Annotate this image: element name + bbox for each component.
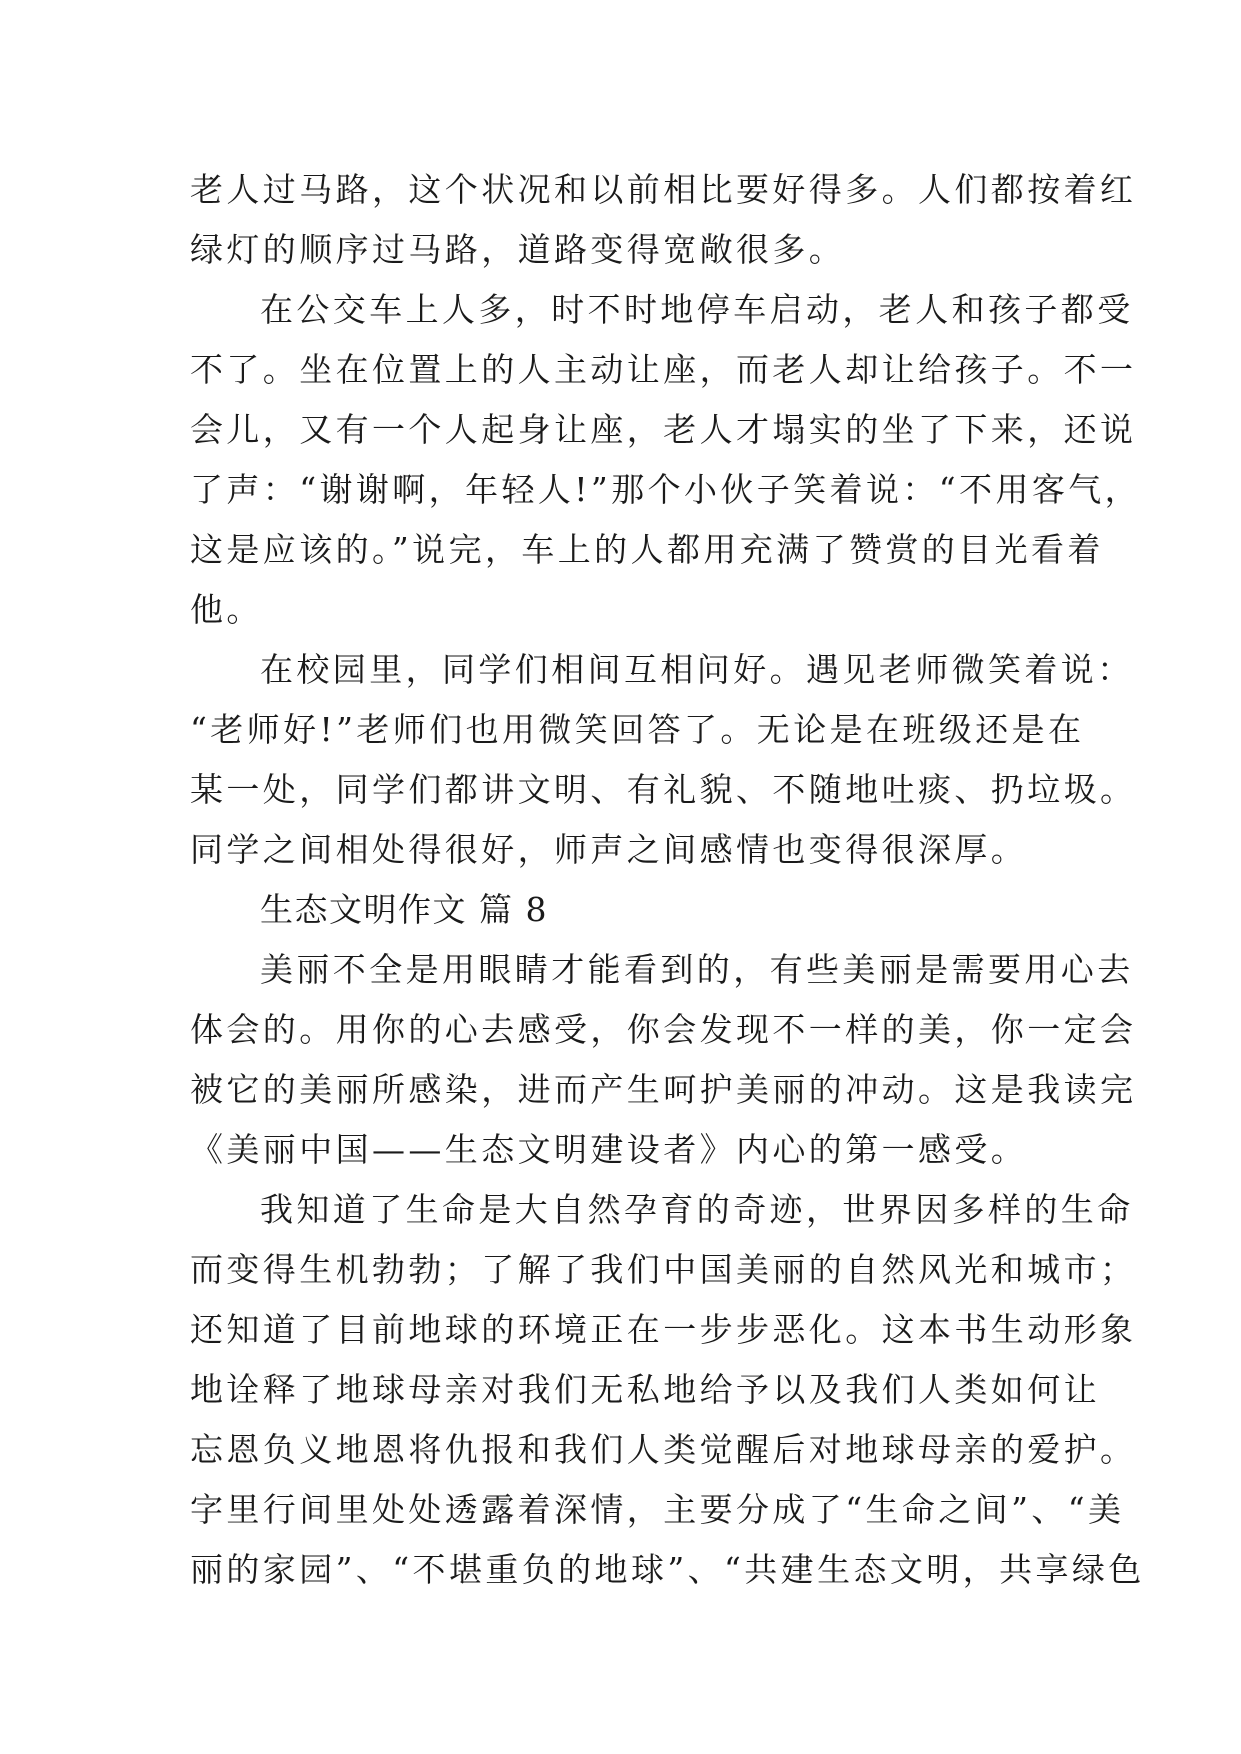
text-line: 这是应该的。”说完，车上的人都用充满了赞赏的目光看着	[190, 530, 1104, 569]
text-line: 而变得生机勃勃；了解了我们中国美丽的自然风光和城市；	[190, 1250, 1137, 1289]
text-line: 还知道了目前地球的环境正在一步步恶化。这本书生动形象	[190, 1310, 1137, 1349]
text-line: 某一处，同学们都讲文明、有礼貌、不随地吐痰、扔垃圾。	[190, 770, 1137, 809]
text-line: 老人过马路，这个状况和以前相比要好得多。人们都按着红	[190, 170, 1137, 209]
text-line: 在公交车上人多，时不时地停车启动，老人和孩子都受	[260, 290, 1134, 329]
text-line: 不了。坐在位置上的人主动让座，而老人却让给孩子。不一	[190, 350, 1137, 389]
text-line: 他。	[190, 590, 263, 629]
text-line: 在校园里，同学们相间互相问好。遇见老师微笑着说：	[260, 650, 1134, 689]
text-line: 被它的美丽所感染，进而产生呵护美丽的冲动。这是我读完	[190, 1070, 1137, 1109]
text-line: 了声：“谢谢啊，年轻人!”那个小伙子笑着说：“不用客气，	[190, 470, 1142, 509]
text-line: 地诠释了地球母亲对我们无私地给予以及我们人类如何让	[190, 1370, 1100, 1409]
text-line: 美丽不全是用眼睛才能看到的，有些美丽是需要用心去	[260, 950, 1134, 989]
text-line: 同学之间相处得很好，师声之间感情也变得很深厚。	[190, 830, 1028, 869]
text-line: 绿灯的顺序过马路，道路变得宽敞很多。	[190, 230, 846, 269]
text-line: 字里行间里处处透露着深情，主要分成了“生命之间”、“美	[190, 1490, 1125, 1529]
text-line: 《美丽中国——生态文明建设者》内心的第一感受。	[190, 1130, 1028, 1169]
text-line: 丽的家园”、“不堪重负的地球”、“共建生态文明，共享绿色	[190, 1550, 1145, 1589]
section-heading: 生态文明作文 篇 8	[260, 890, 548, 929]
text-line: 体会的。用你的心去感受，你会发现不一样的美，你一定会	[190, 1010, 1137, 1049]
text-line: 会儿，又有一个人起身让座，老人才塌实的坐了下来，还说	[190, 410, 1137, 449]
text-line: 忘恩负义地恩将仇报和我们人类觉醒后对地球母亲的爱护。	[190, 1430, 1137, 1469]
document-body	[190, 160, 1145, 1600]
text-line: “老师好!”老师们也用微笑回答了。无论是在班级还是在	[190, 710, 1085, 749]
text-line: 我知道了生命是大自然孕育的奇迹，世界因多样的生命	[260, 1190, 1134, 1229]
